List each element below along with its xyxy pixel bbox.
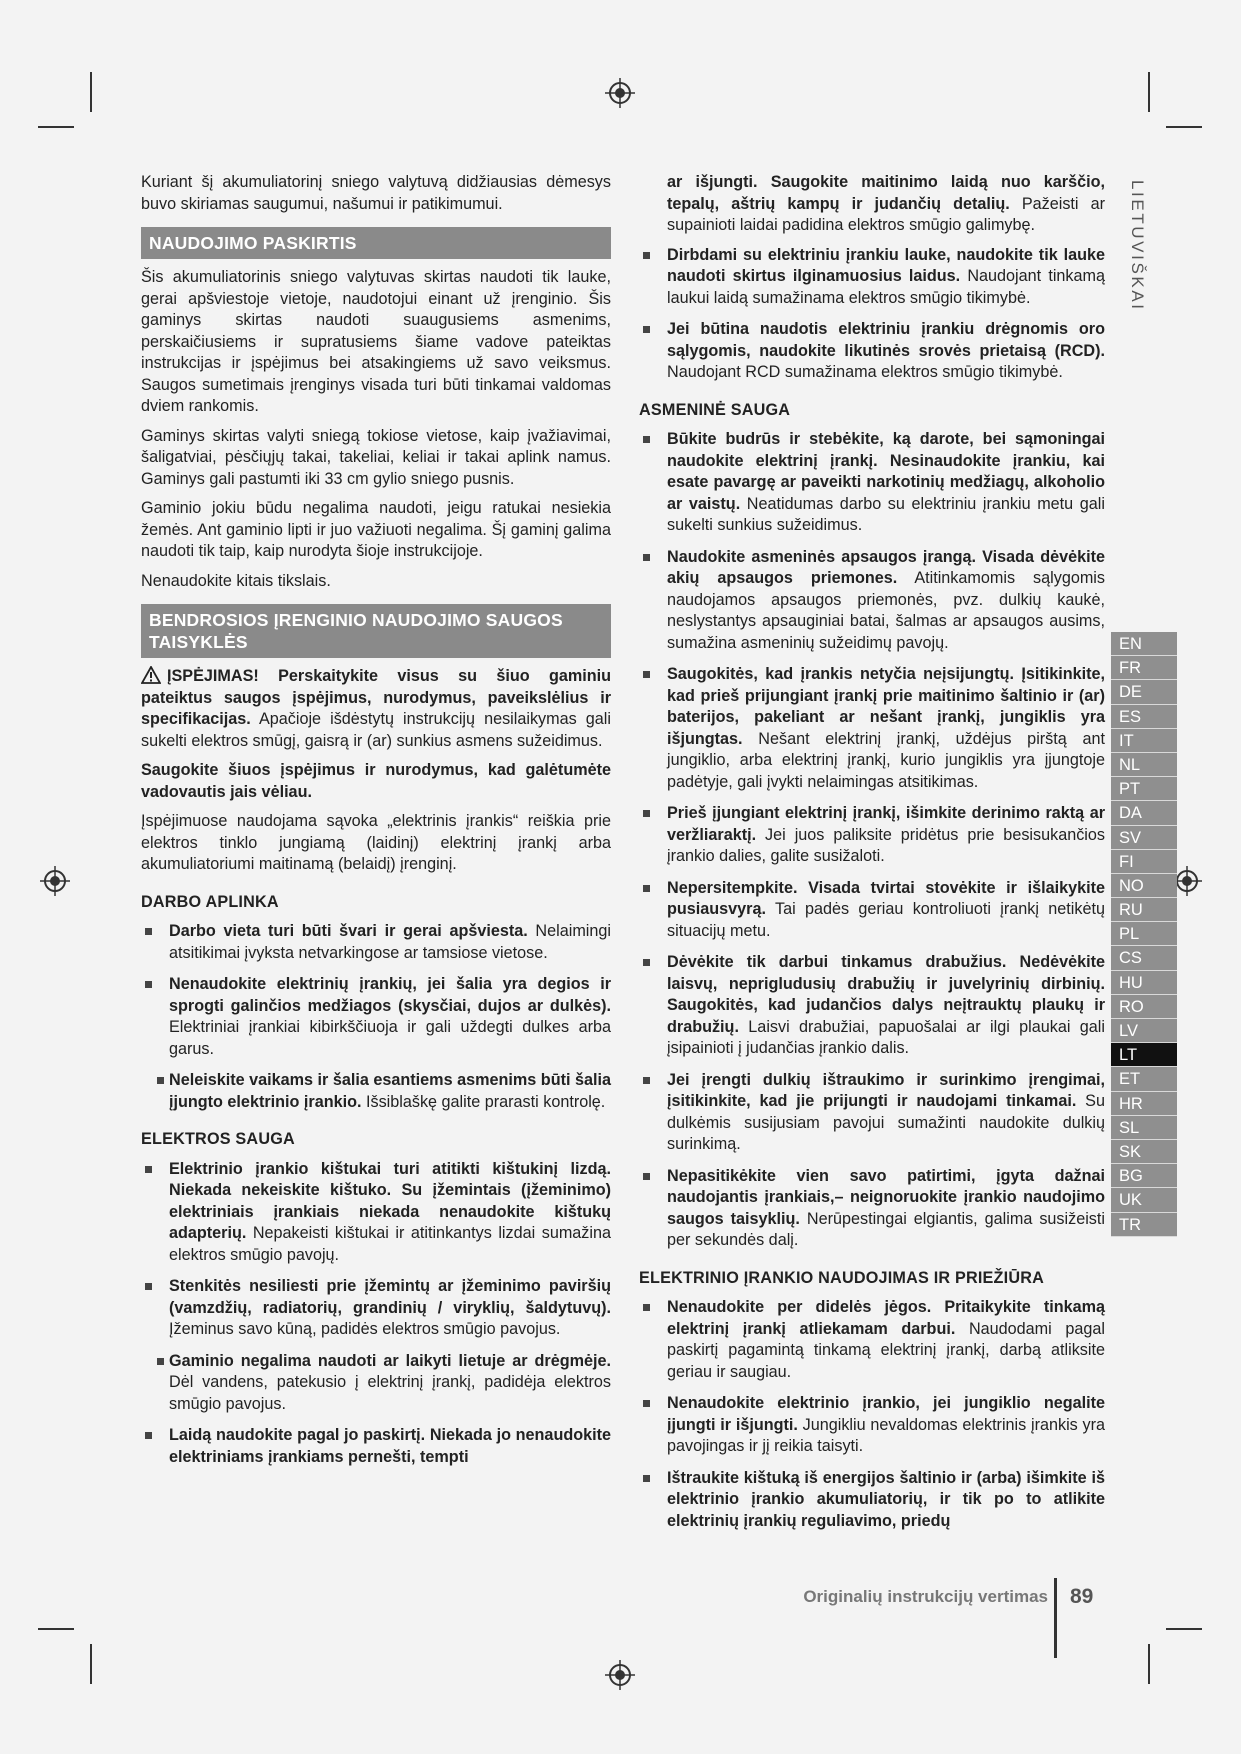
language-tab-list: [1111, 632, 1177, 1237]
language-tab-lt[interactable]: LT: [1111, 1043, 1177, 1067]
crop-mark: [1148, 1644, 1150, 1684]
registration-mark-icon: [605, 78, 635, 108]
work-area-list: [141, 921, 611, 1113]
page-number: 89: [1070, 1585, 1094, 1608]
item-bold: Naudokite asmeninės apsaugos įrangą. Visada dėvėkite akių apsaugos priemones.: [667, 547, 1105, 587]
item-bold: Darbo vieta turi būti švari ir gerai apšviesta.: [169, 922, 528, 940]
crop-mark: [38, 126, 74, 128]
section-header-general-safety: BENDROSIOS ĮRENGINIO NAUDOJIMO SAUGOS TAISYKLĖS: [141, 604, 611, 658]
item-bold: Jei įrengti dulkių ištraukimo ir surinkimo įrengimai, įsitikinkite, kad jie prijungti ir naudojami tinkamai.: [667, 1070, 1105, 1110]
item-text: Su dulkėmis susijusiam pavojui sumažinti naudokite dulkių surinkimą.: [667, 1092, 1105, 1153]
language-tab-ro[interactable]: RO: [1111, 995, 1177, 1019]
intro-paragraph: Kuriant šį akumuliatorinį sniego valytuvą didžiausias dėmesys buvo skiriamas saugumui, našumui ir patikimumui.: [141, 173, 611, 213]
list-item: [639, 547, 1105, 655]
purpose-paragraph: Šis akumuliatorinis sniego valytuvas skirtas naudoti tik lauke, gerai apšviestoje vietoje, naudotojui einant už įrenginio. Šis gaminys skirtas naudoti suaugusiems asmenims, perskaičiusiems ir supratusiems šiame vadove pateiktas instrukcijas ir įspėjimus bei atsakingiems už savo veiksmus. Saugos sumetimais įrenginys visada turi būti tinkamai valdomas dviem rankomis.: [141, 268, 611, 415]
list-item: [141, 1351, 611, 1416]
language-tab-de[interactable]: DE: [1111, 680, 1177, 704]
section-header-work-area: DARBO APLINKA: [141, 892, 279, 911]
item-text: Išsiblaškę galite prarasti kontrolę.: [361, 1092, 606, 1111]
language-tab-ru[interactable]: RU: [1111, 898, 1177, 922]
item-text: Įžeminus savo kūną, padidės elektros smūgio pavojus.: [169, 1320, 561, 1338]
section-header-personal-safety: ASMENINĖ SAUGA: [639, 400, 791, 419]
section-header-electrical: ELEKTROS SAUGA: [141, 1130, 295, 1148]
list-item: [639, 803, 1105, 868]
list-item: [639, 319, 1105, 384]
language-tab-it[interactable]: IT: [1111, 729, 1177, 753]
item-text: Neatidumas darbo su elektriniu įrankiu metu gali sukelti sunkius sužeidimus.: [667, 494, 1105, 534]
item-bold: Nenaudokite elektrinio įrankio, jei jungiklio negalite įjungti ir išjungti.: [667, 1394, 1105, 1434]
section-header-tool-use: ELEKTRINIO ĮRANKIO NAUDOJIMAS IR PRIEŽIŪRA: [639, 1268, 1045, 1287]
item-bold: Saugokitės, kad įrankis netyčia neįsijungtų. Įsitikinkite, kad prieš prijungiant įrankį prie maitinimo šaltinio ir (ar) baterijos, pakeliant ar nešant įrankį, jungiklis yra išjungtas.: [667, 665, 1105, 748]
warning-triangle-icon: [141, 666, 161, 684]
language-tab-lv[interactable]: LV: [1111, 1019, 1177, 1043]
language-tab-cs[interactable]: CS: [1111, 946, 1177, 970]
language-tab-hr[interactable]: HR: [1111, 1092, 1177, 1116]
item-text: Jei juos paliksite pridėtus prie besisukančios įrankio dalies, galite susižaloti.: [667, 825, 1105, 865]
item-bold: Nenaudokite per didelės jėgos. Pritaikykite tinkamą elektrinį įrankį atliekamam darbui.: [667, 1298, 1105, 1338]
item-bold: Neleiskite vaikams ir šalia esantiems asmenims būti šalia įjungto elektrinio įrankio.: [169, 1071, 611, 1111]
list-item: [639, 1166, 1105, 1252]
item-text: Dėl vandens, patekusio į elektrinį įrankį, padidėja elektros smūgio pavojus.: [169, 1373, 611, 1413]
language-tab-sv[interactable]: SV: [1111, 826, 1177, 850]
right-column: [639, 172, 1105, 1542]
language-tab-hu[interactable]: HU: [1111, 971, 1177, 995]
electrical-list: [141, 1159, 611, 1469]
list-item: [141, 1276, 611, 1341]
item-bold: Nepersitempkite. Visada tvirtai stovėkite ir išlaikykite pusiausvyrą.: [667, 878, 1105, 918]
list-item: [639, 878, 1105, 943]
item-bold: Būkite budrūs ir stebėkite, ką darote, bei sąmoningai naudokite elektrinį įrankį. Nesinaudokite įrankiu, kai esate pavargę ar paveikti narkotinių medžiagų, alkoholio ar vaistų.: [667, 430, 1105, 513]
item-bold: Laidą naudokite pagal jo paskirtį. Niekada jo nenaudokite elektriniams įrankiams pernešti, tempti: [169, 1426, 611, 1466]
warning-text: Apačioje išdėstytų instrukcijų nesilaikymas gali sukelti elektros smūgį, gaisrą ir (ar) sunkius asmens sužeidimus.: [141, 710, 611, 750]
item-bold: Stenkitės nesiliesti prie įžemintų ar įžeminimo paviršių (vamzdžių, radiatorių, grandinių / viryklių, šaldytuvų).: [169, 1277, 611, 1317]
item-text: Nešant elektrinį įrankį, uždėjus pirštą ant jungiklio, arba elektrinį įrankį, kurio jungiklis yra įjungtoje padėtyje, gali įvykti nelaimingas atsitikimas.: [667, 729, 1105, 791]
list-item: [141, 921, 611, 964]
list-item: [141, 1159, 611, 1267]
list-item: [639, 952, 1105, 1060]
list-item: [639, 429, 1105, 537]
language-side-title: LIETUVIŠKAI: [1128, 180, 1147, 312]
term-definition: Įspėjimuose naudojama sąvoka „elektrinis įrankis“ reiškia prie elektros tinklo jungiamą (laidinį) elektrinį įrankį arba akumuliatoriumi maitinamą (belaidį) įrenginį.: [141, 812, 611, 873]
item-text: Laisvi drabužiai, papuošalai ar ilgi plaukai gali įsipainioti į judančias įrankio dalis.: [667, 1017, 1105, 1057]
list-item: [639, 1070, 1105, 1156]
language-tab-pl[interactable]: PL: [1111, 922, 1177, 946]
left-column: [141, 172, 611, 1478]
item-text: Naudodami pagal paskirtį pagamintą tinkamą elektrinį įrankį, darbą atliksite geriau ir saugiau.: [667, 1319, 1105, 1381]
item-text: Nepakeisti kištukai ir atitinkantys lizdai sumažina elektros smūgio pavojų.: [169, 1224, 611, 1264]
language-tab-nl[interactable]: NL: [1111, 753, 1177, 777]
list-item: [141, 1425, 611, 1468]
item-text: Atitinkamomis sąlygomis naudojamos apsaugos priemonės, pvz. dulkių kaukė, neslystantys apsauginiai batai, šalmas ar apsaugos ausims, sumažina asmeninių sužeidimų pavojų.: [667, 569, 1105, 652]
footer-divider: [1054, 1578, 1057, 1658]
language-tab-tr[interactable]: TR: [1111, 1213, 1177, 1237]
language-tab-fi[interactable]: FI: [1111, 850, 1177, 874]
crop-mark: [90, 1644, 92, 1684]
language-tab-et[interactable]: ET: [1111, 1067, 1177, 1091]
list-item: [141, 974, 611, 1060]
item-text: Naudojant RCD sumažinama elektros smūgio tikimybė.: [667, 363, 1063, 381]
purpose-paragraph: Gaminio jokiu būdu negalima naudoti, jeigu ratukai nesiekia žemės. Ant gaminio lipti ir juo važiuoti negalima. Šį gaminį galima naudoti tik taip, kaip nurodyta šioje instrukcijoje.: [141, 499, 611, 560]
language-tab-bg[interactable]: BG: [1111, 1164, 1177, 1188]
language-tab-es[interactable]: ES: [1111, 705, 1177, 729]
crop-mark: [1166, 1628, 1202, 1630]
item-bold: Prieš įjungiant elektrinį įrankį, išimkite derinimo raktą ar veržliaraktį.: [667, 804, 1105, 844]
keep-instructions: Saugokite šiuos įspėjimus ir nurodymus, kad galėtumėte vadovautis jais vėliau.: [141, 761, 611, 801]
item-bold: Dirbdami su elektriniu įrankiu lauke, naudokite tik lauke naudoti skirtus ilginamuosius laidus.: [667, 245, 1105, 285]
item-text: Pažeisti ar supainioti laidai padidina elektros smūgio galimybę.: [667, 194, 1105, 234]
purpose-paragraph: Nenaudokite kitais tikslais.: [141, 571, 331, 590]
continued-item: [639, 172, 1105, 237]
item-bold: Nenaudokite elektrinių įrankių, jei šalia yra degios ir sprogti galinčios medžiagos (skysčiai, dujos ar dulkės).: [169, 975, 611, 1015]
language-tab-uk[interactable]: UK: [1111, 1188, 1177, 1212]
list-item: [639, 245, 1105, 310]
item-bold: Jei būtina naudotis elektriniu įrankiu drėgnomis oro sąlygomis, naudokite likutinės srovės prietaisą (RCD).: [667, 320, 1105, 360]
list-item: [639, 664, 1105, 793]
item-text: Nerūpestingai elgiantis, galima susižeisti per sekundės dalį.: [667, 1209, 1105, 1249]
crop-mark: [38, 1628, 74, 1630]
footer-text: Originalių instrukcijų vertimas: [803, 1587, 1048, 1606]
personal-safety-list: [639, 429, 1105, 1252]
language-tab-sl[interactable]: SL: [1111, 1116, 1177, 1140]
list-item: [639, 1393, 1105, 1458]
item-bold: Nepasitikėkite vien savo patirtimi, įgyta dažnai naudojantis įrankiais,– neignoruokite įrankio naudojimo saugos taisyklių.: [667, 1166, 1105, 1228]
warning-paragraph: [141, 666, 611, 752]
item-bold: Gaminio negalima naudoti ar laikyti lietuje ar drėgmėje.: [169, 1351, 611, 1370]
crop-mark: [1166, 126, 1202, 128]
language-tab-en[interactable]: EN: [1111, 632, 1177, 656]
registration-mark-icon: [605, 1660, 635, 1690]
item-text: Naudojant tinkamą laukui laidą sumažinama elektros smūgio tikimybė.: [667, 267, 1106, 307]
crop-mark: [1148, 72, 1150, 112]
list-item: [639, 1468, 1105, 1533]
list-item: [639, 1297, 1105, 1383]
section-header-purpose: NAUDOJIMO PASKIRTIS: [141, 227, 611, 259]
registration-mark-icon: [40, 866, 70, 896]
language-tab-no[interactable]: NO: [1111, 874, 1177, 898]
item-text: Jungikliu nevaldomas elektrinis įrankis yra pavojingas ir jį reikia taisyti.: [667, 1415, 1105, 1455]
language-tab-sk[interactable]: SK: [1111, 1140, 1177, 1164]
language-tab-pt[interactable]: PT: [1111, 777, 1177, 801]
item-bold: Ištraukite kištuką iš energijos šaltinio ir (arba) išimkite iš elektrinio įrankio akumuliatorių, ir tik po to atlikite elektrinių įrankių reguliavimo, priedų: [667, 1468, 1105, 1530]
item-text: Tai padės geriau kontroliuoti įrankį netikėtų situacijų metu.: [667, 900, 1105, 940]
item-text: Elektriniai įrankiai kibirkščiuoja ir gali uždegti dulkes arba garus.: [169, 1018, 611, 1058]
language-tab-fr[interactable]: FR: [1111, 656, 1177, 680]
item-bold: ar išjungti. Saugokite maitinimo laidą nuo karščio, tepalų, aštrių kampų ir judančių detalių.: [667, 173, 1105, 213]
item-bold: Elektrinio įrankio kištukai turi atitikti kištukinį lizdą. Niekada nekeiskite kištuko. Su įžemintais (įžeminimo) elektriniais įrankiais niekada nenaudokite kištukų adapterių.: [169, 1159, 611, 1242]
tool-use-list: [639, 1297, 1105, 1532]
purpose-paragraph: Gaminys skirtas valyti sniegą tokiose vietose, kaip įvažiavimai, šaligatviai, pėsčiųjų takai, takeliai, keliai ir takai aplink namus. Gaminys gali pastumti iki 33 cm gylio sniego pusnis.: [141, 426, 611, 488]
item-bold: Dėvėkite tik darbui tinkamus drabužius. Nedėvėkite laisvų, neprigludusių drabužių ir juvelyrinių dirbinių. Saugokitės, kad judančios dalys neįtrauktų plaukų ir drabužių.: [667, 953, 1105, 1036]
list-item: [141, 1070, 611, 1113]
crop-mark: [90, 72, 92, 112]
language-tab-da[interactable]: DA: [1111, 801, 1177, 825]
electrical-list-continued: [639, 245, 1105, 384]
warning-bold: ĮSPĖJIMAS! Perskaitykite visus su šiuo gaminiu pateiktus saugos įspėjimus, nurodymus, paveikslėlius ir specifikacijas.: [141, 667, 611, 728]
item-text: Nelaimingi atsitikimai įvyksta netvarkingose ar tamsiose vietose.: [169, 922, 611, 962]
